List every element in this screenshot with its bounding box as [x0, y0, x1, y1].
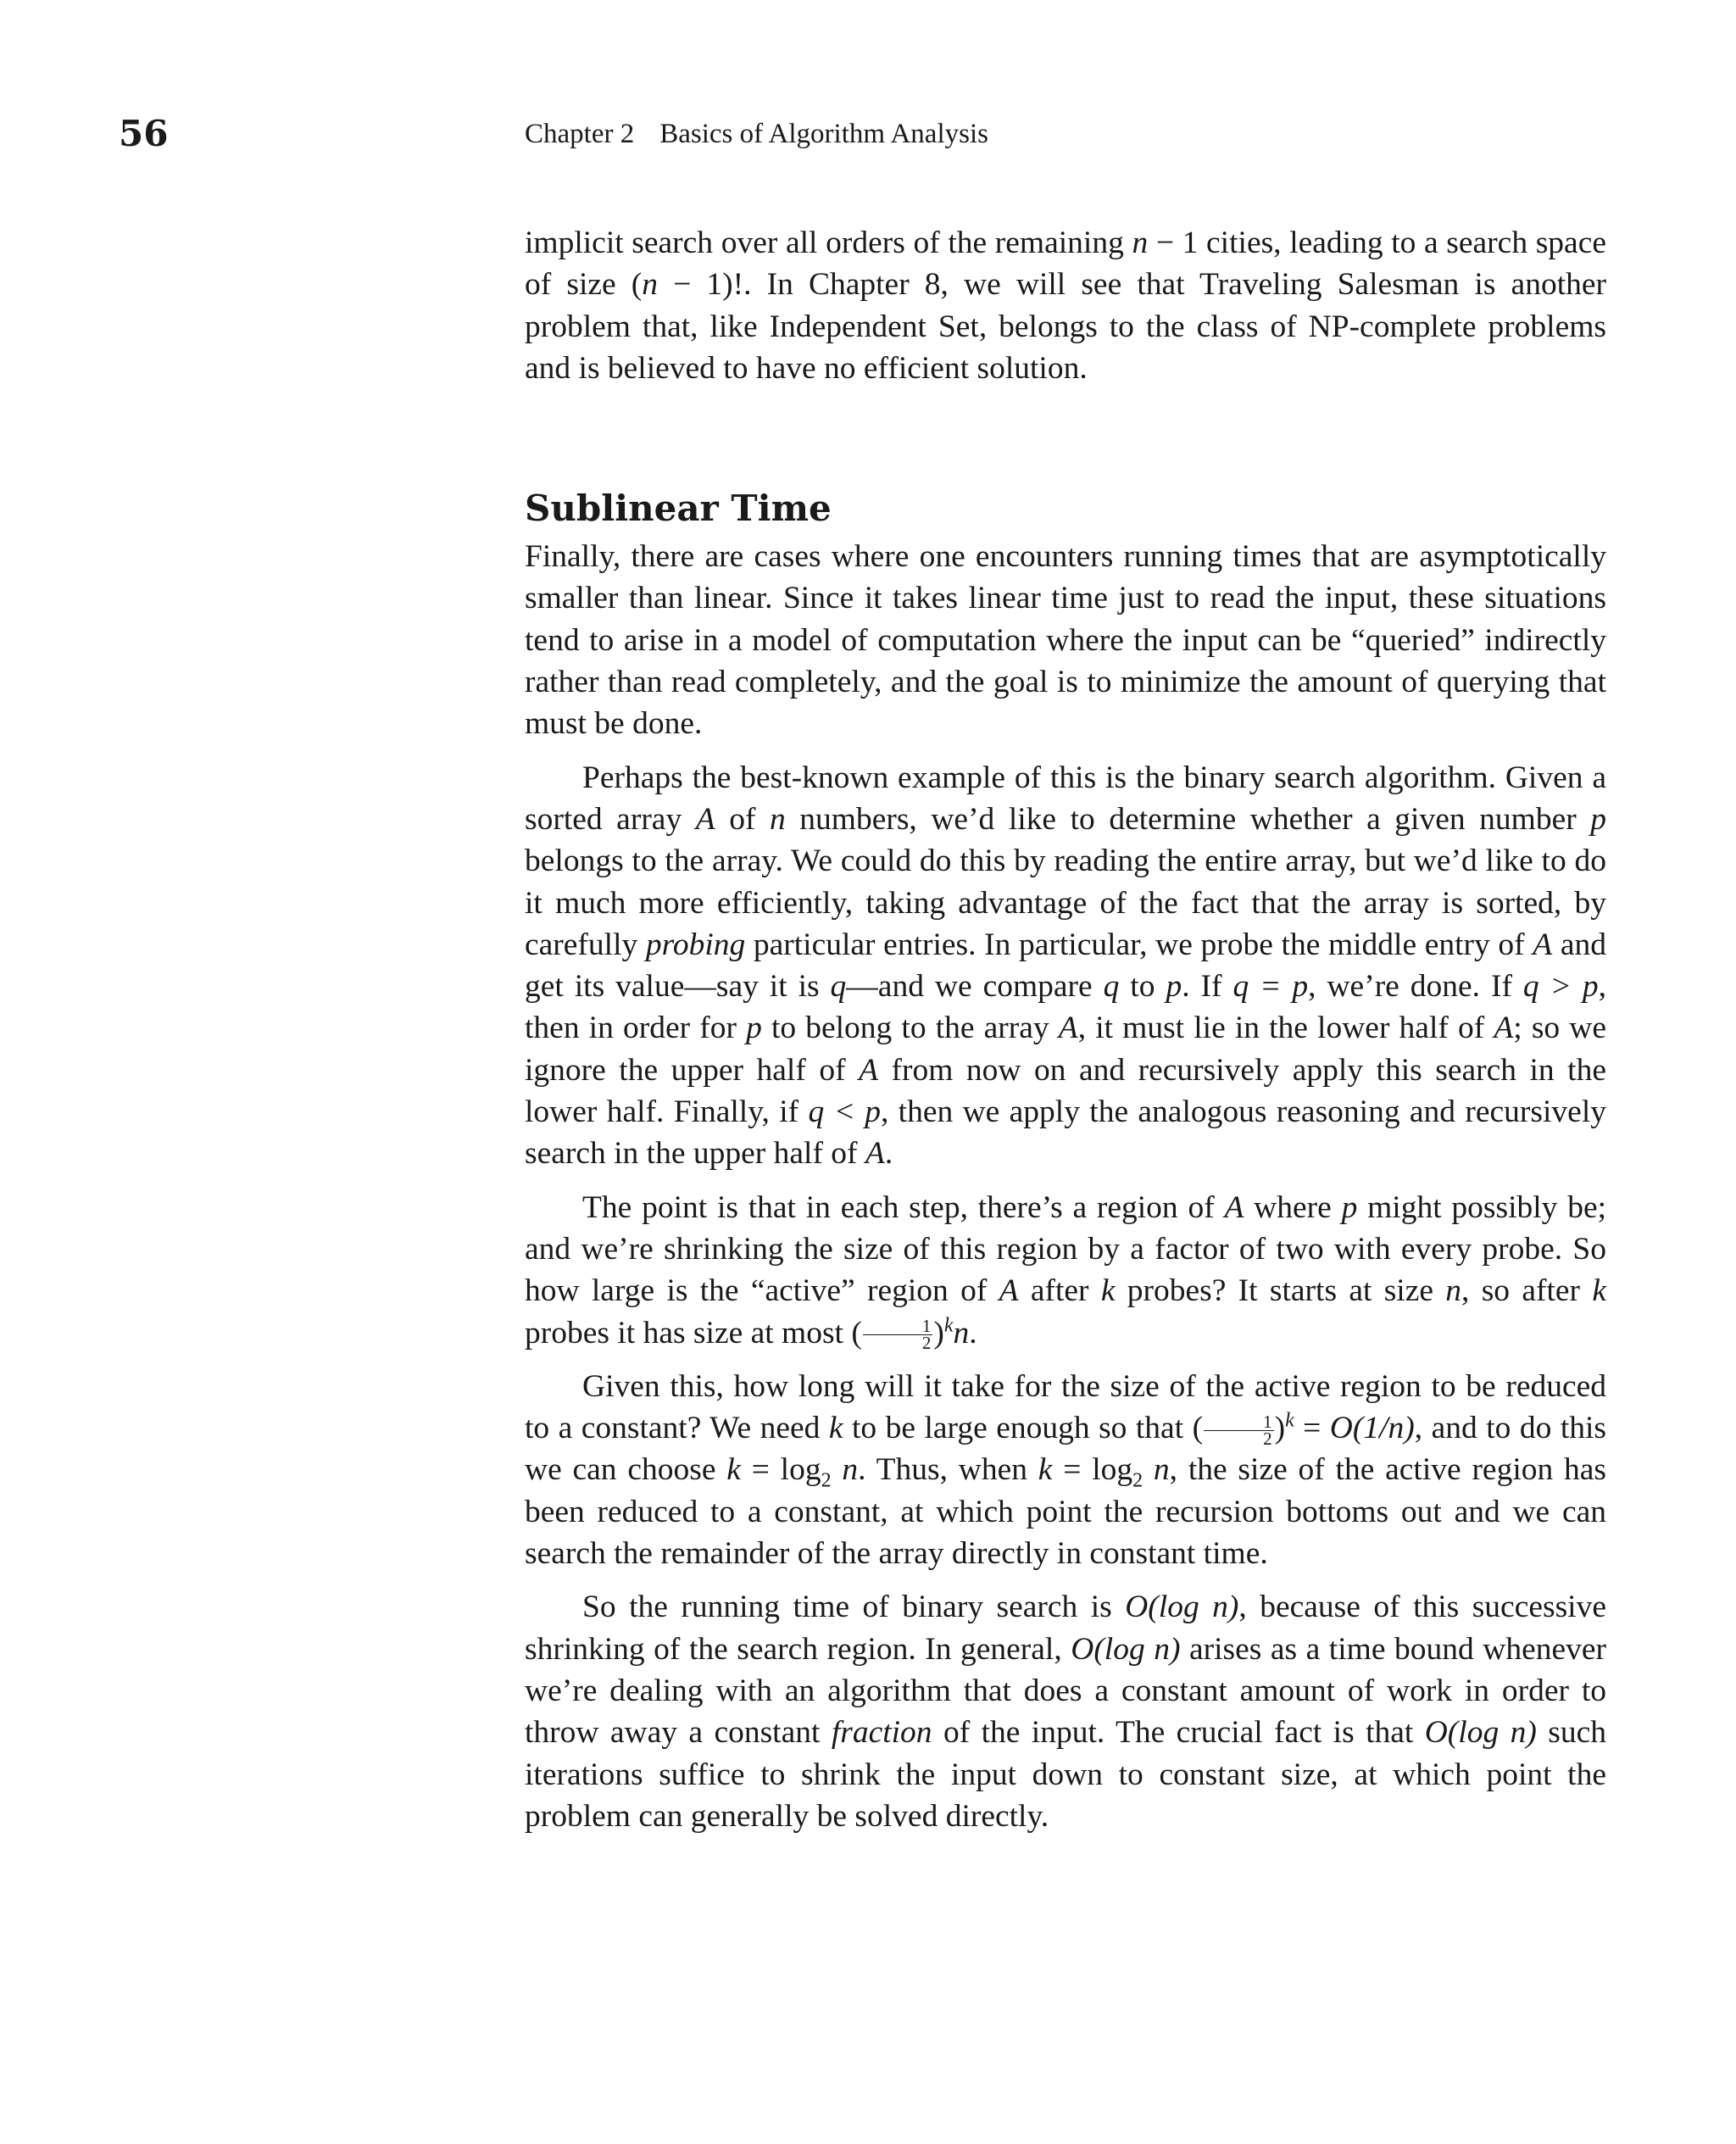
paragraph-3: The point is that in each step, there’s a region of A where p might possibly be; and we’re shrinking the size of this region by a factor of two with every probe. So how large is the “active” region of A after k probes? It starts at size n, so after k probes it has size at most ( $\frac{1}{2}$ )$^k$n. — [525, 1189, 1607, 1354]
paragraph-5: So the running time of binary search is O(log n), because of this successive shrinking of the search region. In general, O(log n) arises as a time bound whenever we’re dealing with an algorithm that does a constant amount of work in order to throw away a constant fraction of the input. The crucial fact is that O(log n) such iterations suffice to shrink the input down to constant size, at which point the problem can generally be solved directly. — [525, 1590, 1606, 1834]
intro-paragraph: implicit search over all orders of the remaining n − 1 cities, leading to a search space of size (n − 1)!. In Chapter 8, we will see that Traveling Salesman is another problem that, like Independent Set, belongs to the class of NP-complete problems and is believed to have no efficient solution. — [525, 226, 1606, 386]
paragraph-2: Perhaps the best-known example of this is the binary search algorithm. Given a sorted array A of n numbers, we’d like to determine whether a given number p belongs to the array. We could do this by reading the entire array, but we’d like to do it much more efficiently, taking advantage of the fact that the array is sorted, by carefully probing particular entries. In particular, we probe the middle entry of A and get its value—say it is q—and we compare q to p. If q = p, we’re done. If q > p, then in order for p to belong to the array A, it must lie in the lower half of A; so we ignore the upper half of A from now on and recursively apply this search in the lower half. Finally, if q < p, then we apply the analogous reasoning and recursively search in the upper half of A. — [525, 760, 1607, 1172]
one-half-fraction: $\frac{1}{2}$ — [863, 1318, 933, 1351]
page-number: 56 — [119, 113, 169, 154]
running-head — [525, 119, 988, 150]
running-head-title: Basics of Algorithm Analysis — [659, 119, 988, 149]
one-half-fraction: $\frac{1}{2}$ — [1204, 1414, 1274, 1447]
body-text — [525, 222, 1606, 1837]
running-head-chapter: Chapter 2 — [525, 119, 635, 149]
paragraph-4: Given this, how long will it take for the size of the active region to be reduced to a constant? We need k to be large enough so that ( $\frac{1}{2}$ )$^k$ = O(1/n), and to do this we can choose $k = \log_2 n$. Thus, when $k = \log_2 n$, the size of the active region has been reduced to a constant, at which point the recursion bottoms out and we can search the remainder of the array directly in constant time. — [525, 1368, 1607, 1572]
paragraph-1: Finally, there are cases where one encounters running times that are asymptotically smaller than linear. Since it takes linear time just to read the input, these situations tend to arise in a model of computation where the input can be “queried” indirectly rather than read completely, and the goal is to minimize the amount of querying that must be done. — [525, 539, 1606, 742]
section-heading: Sublinear Time — [525, 487, 832, 530]
